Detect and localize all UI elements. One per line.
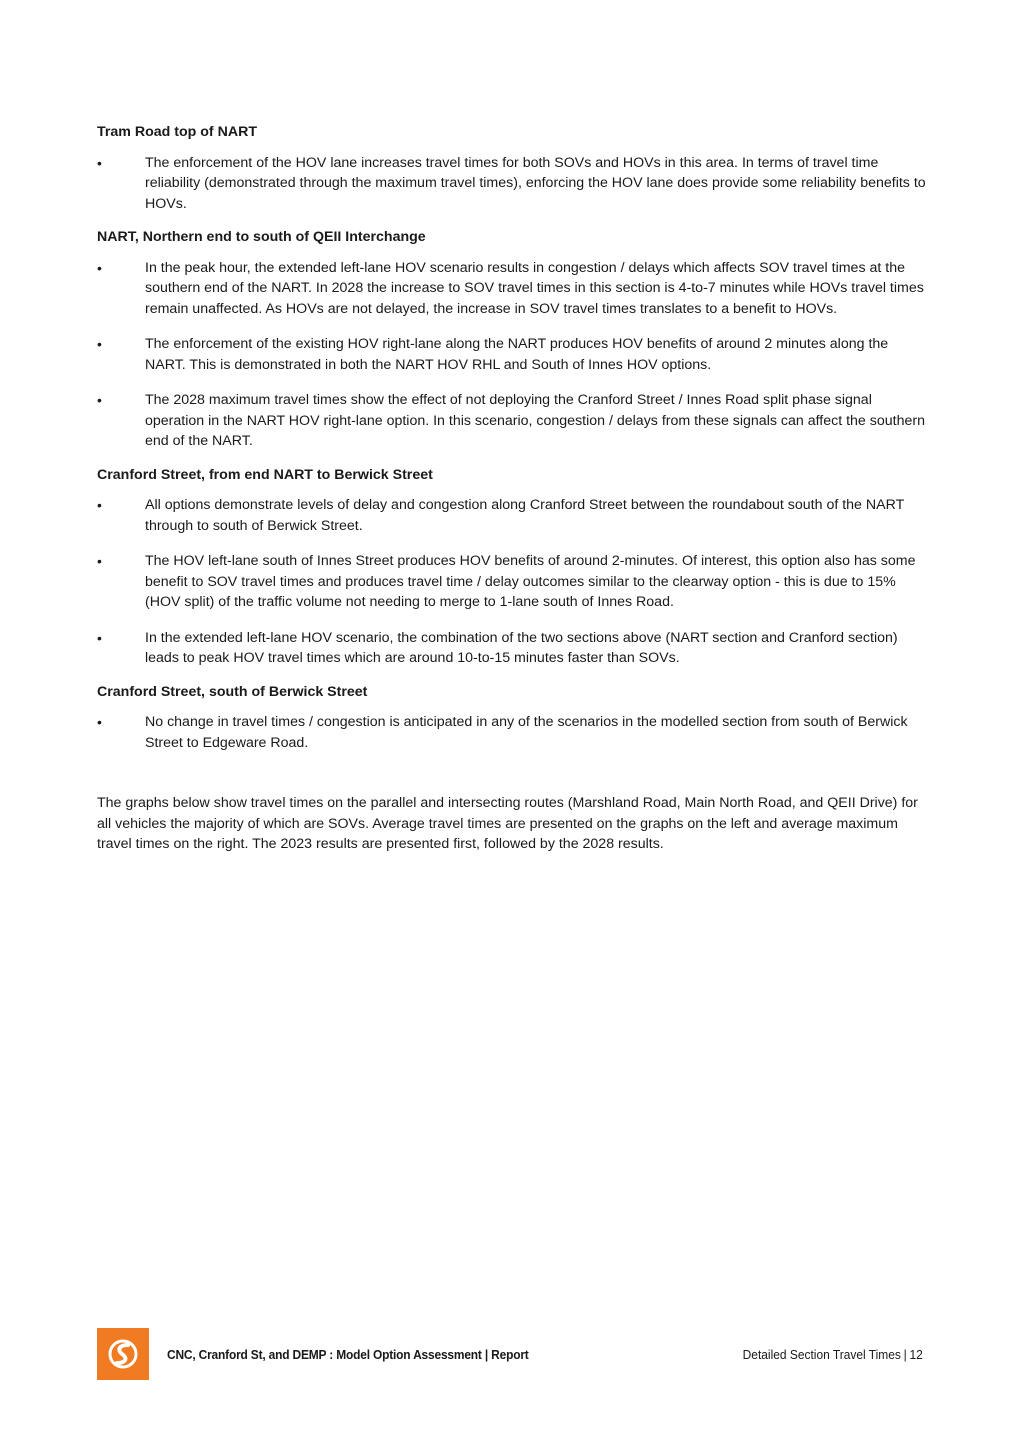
- list-item: [97, 495, 927, 536]
- bullet-icon: •: [97, 259, 102, 276]
- page-number: 12: [909, 1347, 923, 1362]
- section-cranford-south-berwick: [97, 682, 927, 754]
- bullet-text: The 2028 maximum travel times show the effect of not deploying the Cranford Street / Innes Road split phase signal operation in the NART HOV right-lane option. In this scenario, congestion / delays from these signals can affect the southern end of the NART.: [145, 392, 925, 449]
- footer-separator: |: [903, 1347, 907, 1362]
- section-heading: Tram Road top of NART: [97, 124, 257, 140]
- footer-report-title: CNC, Cranford St, and DEMP : Model Option Assessment | Report: [167, 1347, 529, 1362]
- section-nart-northern: [97, 227, 927, 452]
- bullet-text: In the extended left-lane HOV scenario, the combination of the two sections above (NART section and Cranford section) leads to peak HOV travel times which are around 10-to-15 minutes faster than SOVs.: [145, 629, 898, 666]
- page-footer: [97, 1328, 923, 1380]
- bullet-icon: •: [97, 392, 102, 408]
- document-body: [97, 122, 927, 869]
- list-item: [97, 712, 927, 753]
- list-item: [97, 551, 927, 613]
- section-heading: Cranford Street, from end NART to Berwick Street: [97, 466, 433, 483]
- footer-page-info: [743, 1347, 923, 1362]
- bullet-list: [97, 712, 927, 753]
- bullet-icon: •: [97, 629, 102, 646]
- company-logo-icon: [97, 1328, 149, 1380]
- closing-paragraph: The graphs below show travel times on the parallel and intersecting routes (Marshland Road, Main North Road, and QEII Drive) for all vehicles the majority of which are SOVs. Average travel times are presented on the graphs on the left and average maximum travel times on the right. The 2023 results are presented first, followed by the 2028 results.: [97, 795, 918, 852]
- bullet-text: The HOV left-lane south of Innes Street produces HOV benefits of around 2-minutes. Of interest, this option also has some benefit to SOV travel times and produces travel time / delay outcomes similar to the clearway option - this is due to 15% (HOV split) of the traffic volume not needing to merge to 1-lane south of Innes Road.: [145, 553, 916, 610]
- section-tram-road: [97, 122, 927, 214]
- bullet-list: [97, 495, 927, 669]
- footer-section-label: Detailed Section Travel Times: [742, 1347, 902, 1362]
- bullet-icon: •: [97, 497, 102, 513]
- bullet-list: [97, 153, 927, 215]
- list-item: [97, 334, 927, 375]
- section-heading: NART, Northern end to south of QEII Interchange: [97, 229, 426, 245]
- bullet-icon: •: [97, 154, 102, 171]
- section-heading: Cranford Street, south of Berwick Street: [97, 683, 368, 700]
- bullet-list: [97, 258, 927, 452]
- bullet-text: In the peak hour, the extended left-lane HOV scenario results in congestion / delays which affects SOV travel times at the southern end of the NART. In 2028 the increase to SOV travel times in this section is 4-to-7 minutes while HOVs travel times remain unaffected. As HOVs are not delayed, the increase in SOV travel times translates to a benefit to HOVs.: [145, 259, 924, 317]
- bullet-icon: •: [97, 553, 102, 569]
- bullet-text: No change in travel times / congestion is anticipated in any of the scenarios in the modelled section from south of Berwick Street to Edgeware Road.: [145, 714, 908, 751]
- list-item: [97, 628, 927, 669]
- section-cranford-end-nart: [97, 465, 927, 669]
- bullet-text: The enforcement of the HOV lane increases travel times for both SOVs and HOVs in this area. In terms of travel time reliability (demonstrated through the maximum travel times), enforcing the HOV lane does provide some reliability benefits to HOVs.: [145, 154, 926, 212]
- list-item: [97, 258, 927, 320]
- bullet-icon: •: [97, 336, 102, 352]
- bullet-icon: •: [97, 714, 102, 730]
- bullet-text: All options demonstrate levels of delay and congestion along Cranford Street between the roundabout south of the NART through to south of Berwick Street.: [145, 497, 904, 534]
- list-item: [97, 390, 927, 452]
- bullet-text: The enforcement of the existing HOV right-lane along the NART produces HOV benefits of around 2 minutes along the NART. This is demonstrated in both the NART HOV RHL and South of Innes HOV options.: [145, 336, 889, 373]
- list-item: [97, 153, 927, 215]
